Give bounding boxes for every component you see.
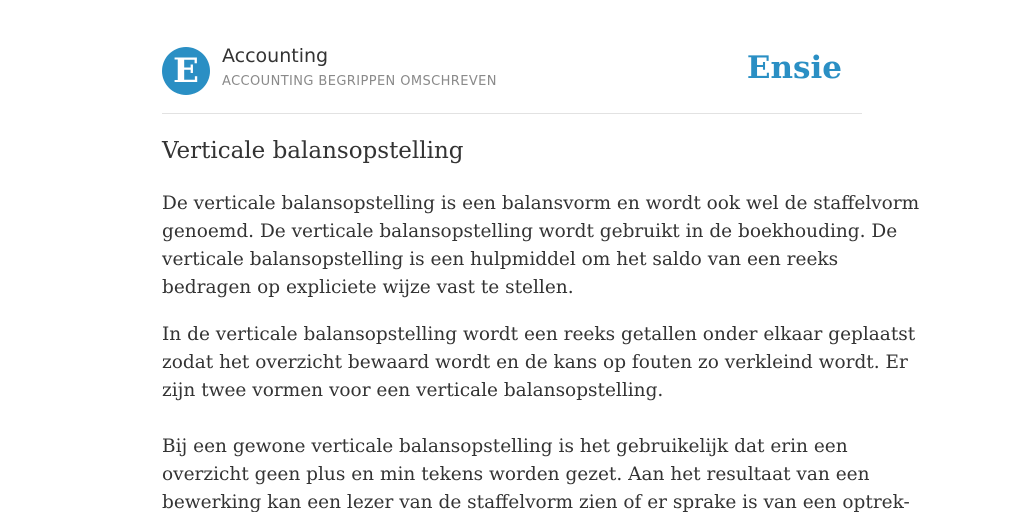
- paragraph-3: [162, 433, 910, 512]
- paragraph-2: [162, 321, 916, 405]
- text-line: zijn twee vormen voor een verticale balansopstelling.: [162, 380, 664, 401]
- text-line: verticale balansopstelling is een hulpmiddel om het saldo van een reeks: [162, 249, 839, 270]
- content-container: [162, 0, 920, 512]
- text-line: genoemd. De verticale balansopstelling wordt gebruikt in de boekhouding. De: [162, 221, 898, 242]
- article-title: Verticale balansopstelling: [162, 138, 464, 164]
- brand-logo[interactable]: Ensie: [746, 50, 842, 86]
- text-line: bewerking kan een lezer van de staffelvorm zien of er sprake is van een optrek-: [162, 492, 910, 512]
- text-line: zodat het overzicht bewaard wordt en de kans op fouten zo verkleind wordt. Er: [162, 352, 908, 373]
- header: [162, 0, 862, 114]
- text-line: De verticale balansopstelling is een balansvorm en wordt ook wel de staffelvorm: [162, 193, 920, 214]
- text-line: Bij een gewone verticale balansopstelling is het gebruikelijk dat erin een: [162, 436, 848, 457]
- site-title[interactable]: Accounting: [222, 45, 329, 67]
- site-logo[interactable]: E: [162, 47, 210, 95]
- text-line: In de verticale balansopstelling wordt een reeks getallen onder elkaar geplaatst: [162, 324, 916, 345]
- text-line: bedragen op expliciete wijze vast te stellen.: [162, 277, 574, 298]
- text-line: overzicht geen plus en min tekens worden gezet. Aan het resultaat van een: [162, 464, 870, 485]
- paragraph-1: [162, 190, 920, 302]
- site-subtitle: ACCOUNTING BEGRIPPEN OMSCHREVEN: [222, 74, 497, 89]
